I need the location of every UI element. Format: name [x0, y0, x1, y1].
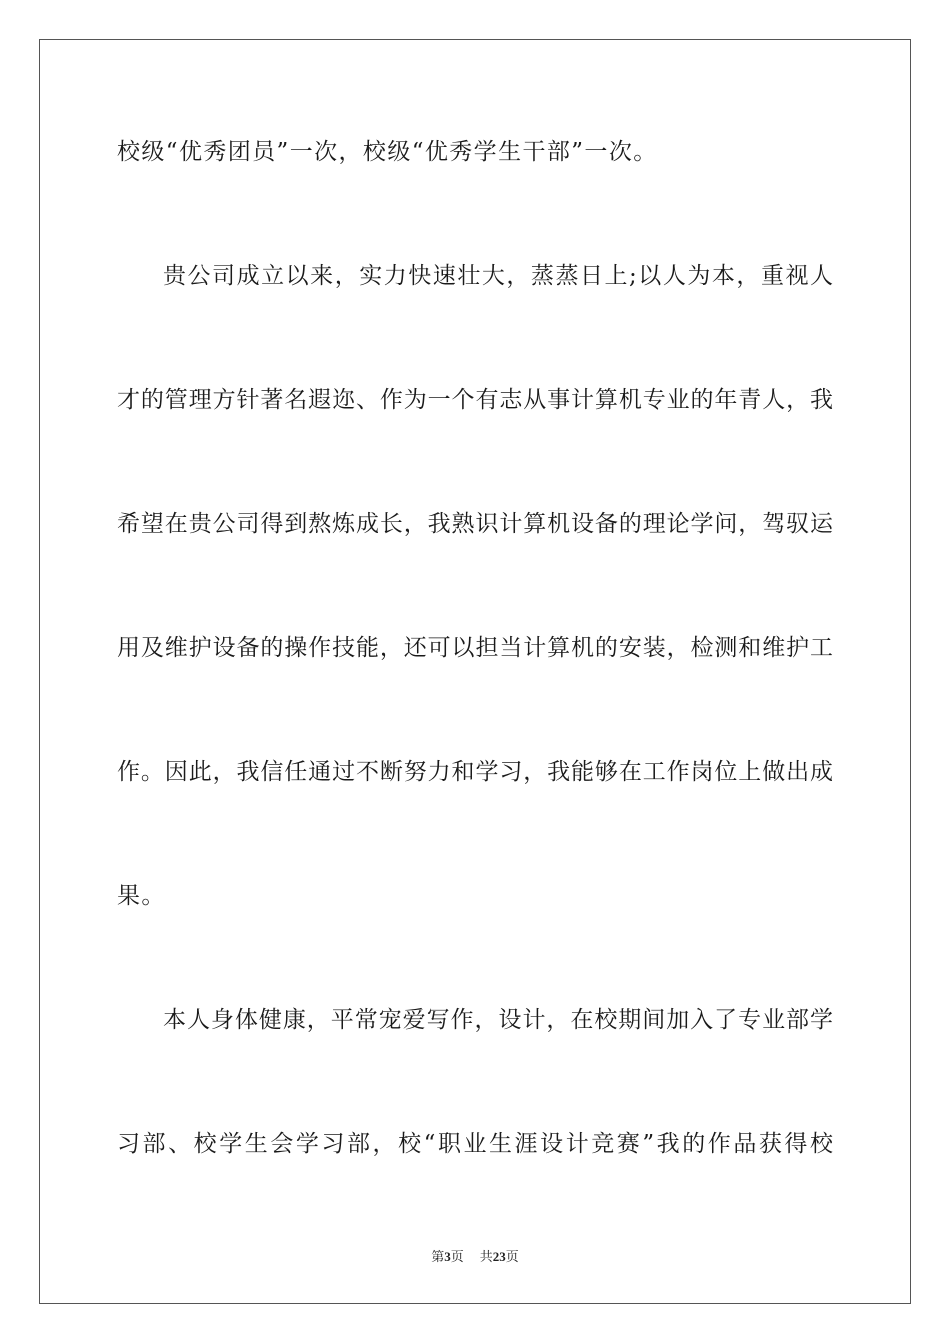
text-line-1: 校级“优秀团员”一次，校级“优秀学生干部”一次。: [117, 139, 658, 165]
page-border: [39, 39, 911, 1304]
page-number: 3: [444, 1249, 451, 1264]
page-suffix: 页: [450, 1250, 464, 1265]
text-line-4: 希望在贵公司得到熬炼成长，我熟识计算机设备的理论学问，驾驭运: [117, 511, 833, 537]
total-prefix: 共: [479, 1250, 493, 1265]
total-suffix: 页: [505, 1250, 519, 1265]
text-line-3: 才的管理方针著名遐迩、作为一个有志从事计算机专业的年青人，我: [117, 387, 833, 413]
text-line-9: 习部、校学生会学习部，校“职业生涯设计竞赛”我的作品获得校: [117, 1131, 833, 1157]
text-line-5: 用及维护设备的操作技能，还可以担当计算机的安装，检测和维护工: [117, 635, 833, 661]
text-line-8: 本人身体健康，平常宠爱写作，设计，在校期间加入了专业部学: [163, 1007, 833, 1033]
text-line-2: 贵公司成立以来，实力快速壮大，蒸蒸日上;以人为本，重视人: [163, 263, 833, 289]
page-prefix: 第: [431, 1250, 445, 1265]
text-line-7: 果。: [117, 883, 166, 909]
total-pages: 23: [492, 1249, 506, 1264]
page-footer: [0, 1248, 950, 1267]
text-line-6: 作。因此，我信任通过不断努力和学习，我能够在工作岗位上做出成: [117, 759, 833, 785]
